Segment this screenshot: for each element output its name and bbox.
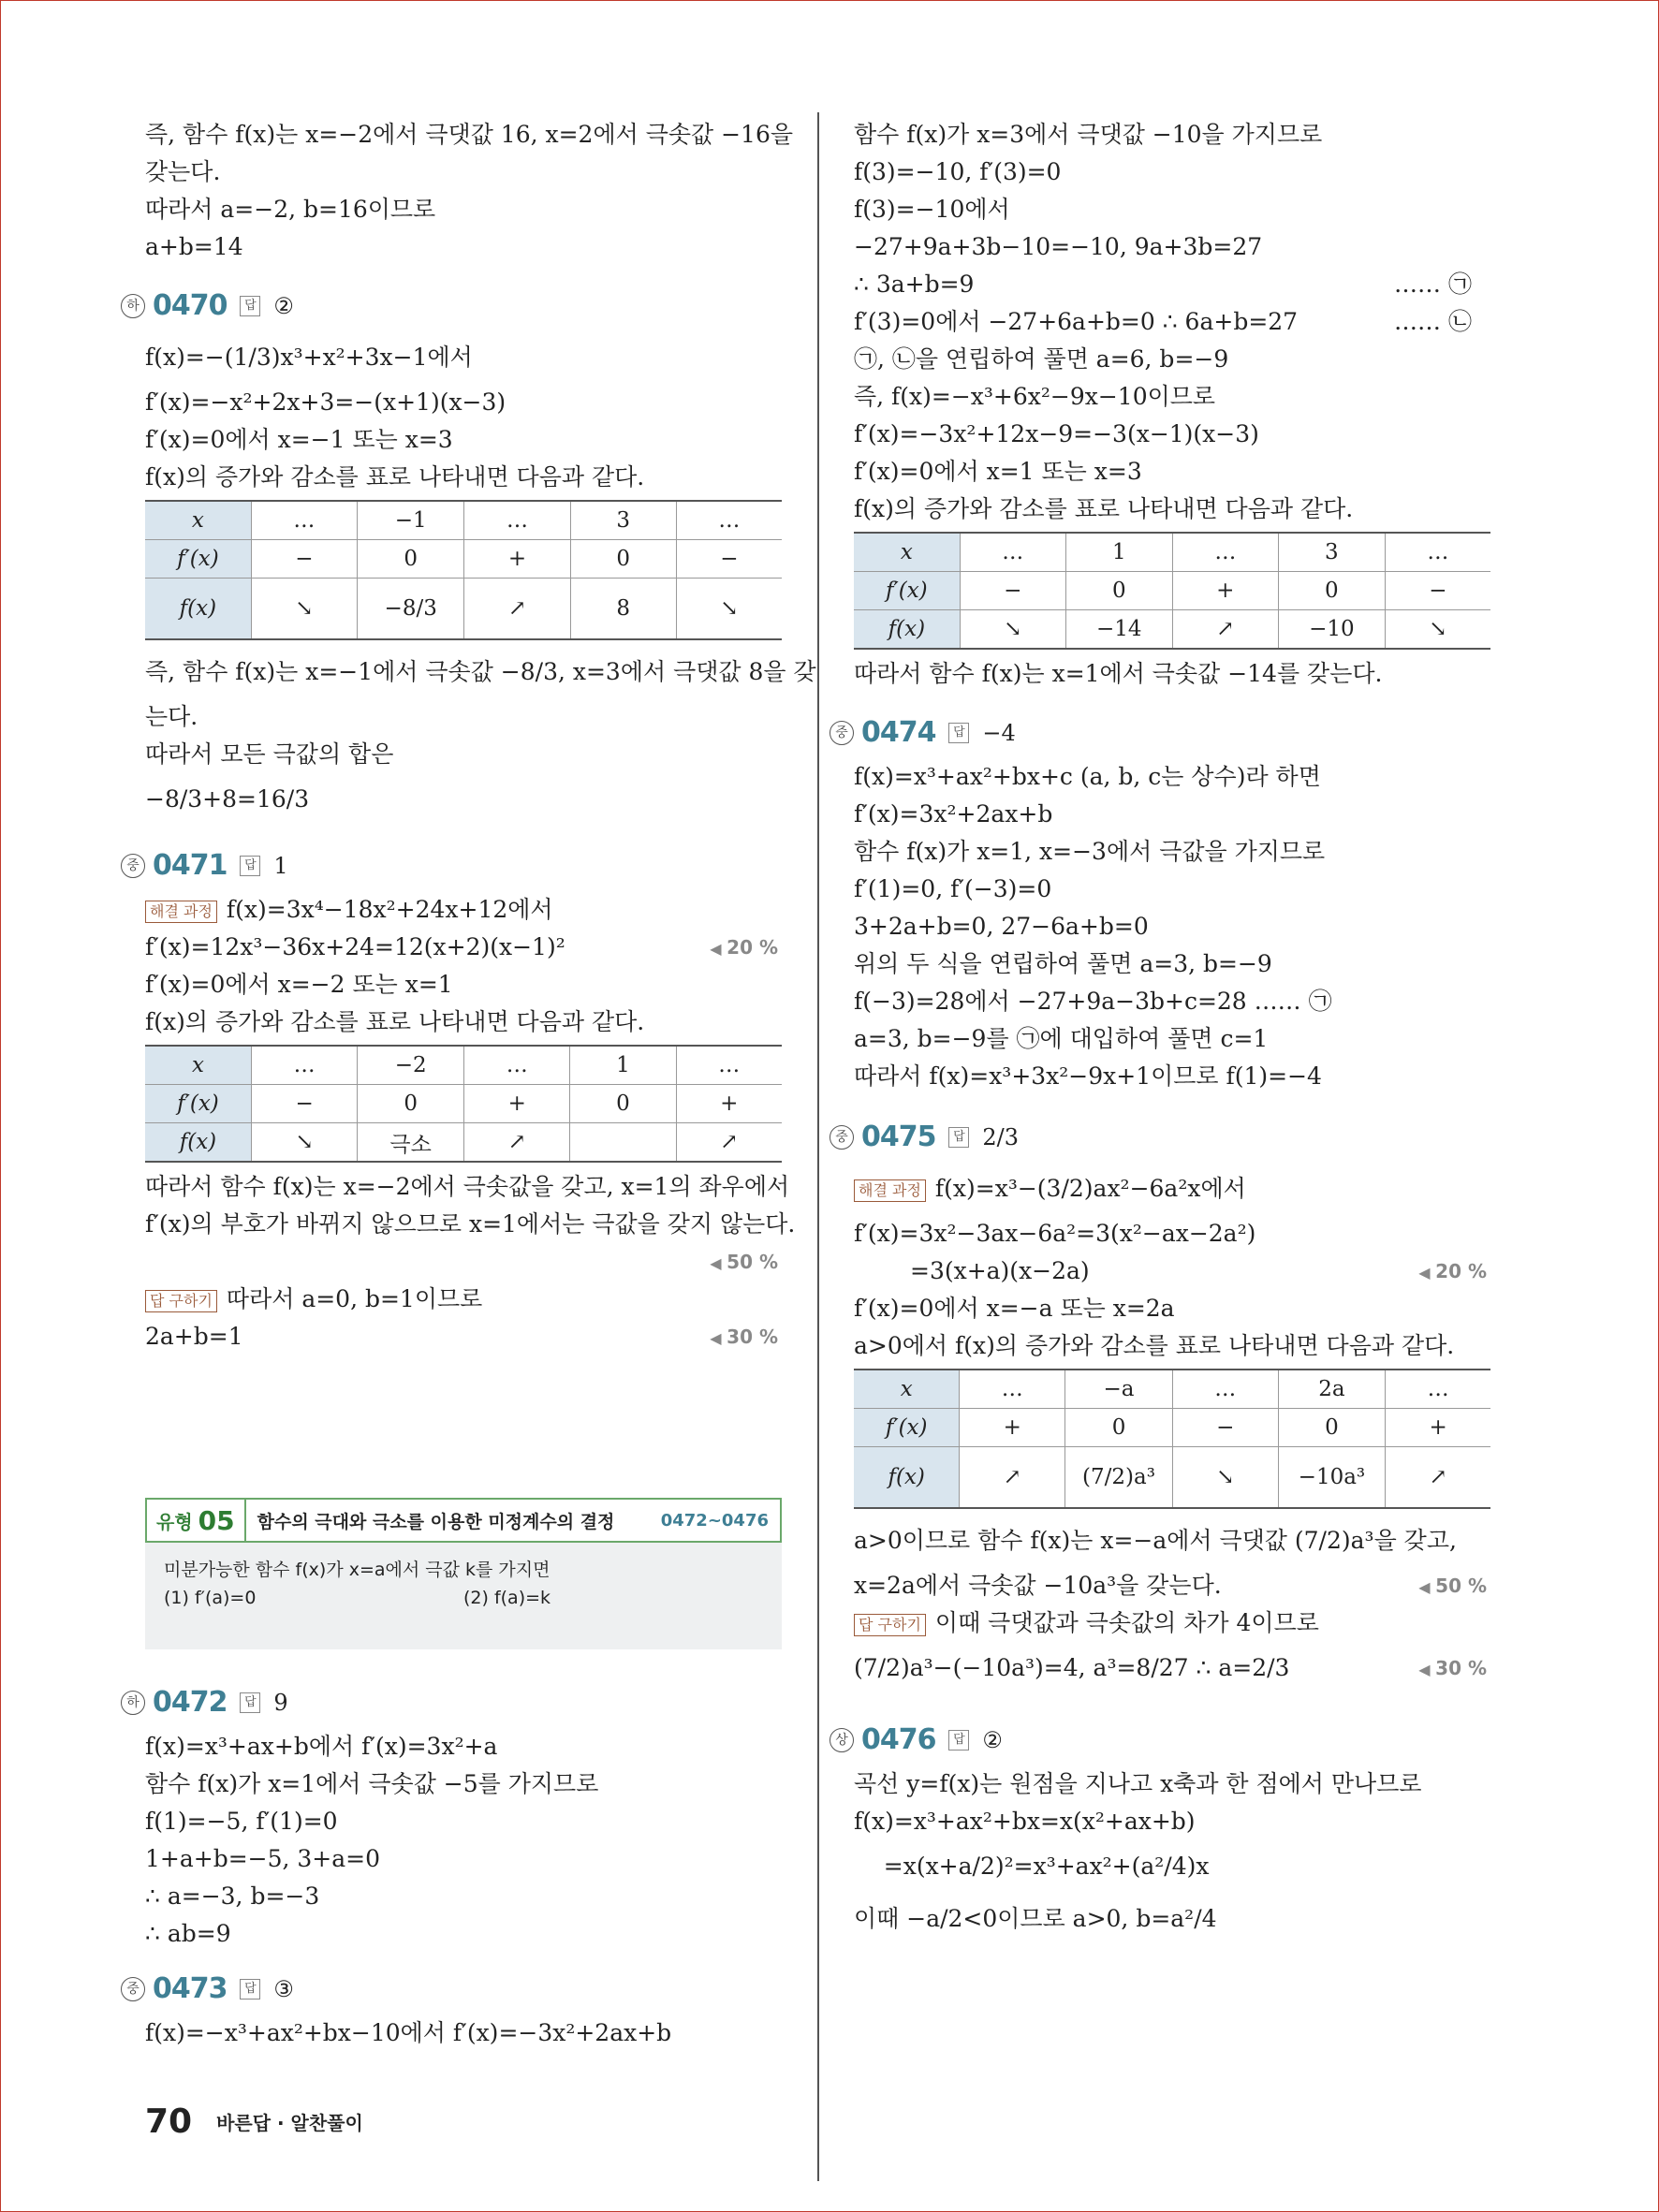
- text-line: f(x)=x³+ax+b에서 f′(x)=3x²+a: [145, 1733, 498, 1760]
- table-cell: f(x): [854, 1447, 960, 1509]
- text-span: 따라서 a=0, b=1이므로: [226, 1285, 483, 1312]
- step-tag: 해결 과정: [854, 1179, 926, 1202]
- answer-badge: 답: [240, 856, 260, 876]
- text-span: (7/2)a³−(−10a³)=4, a³=8/27 ∴ a=2/3: [854, 1654, 1290, 1681]
- text-line: f(−3)=28에서 −27+9a−3b+c=28 …… ㉠: [854, 988, 1332, 1015]
- text-line: 3+2a+b=0, 27−6a+b=0: [854, 913, 1149, 940]
- table-cell: 0: [1278, 1409, 1386, 1447]
- equation-mark: …… ㉡: [1394, 308, 1472, 335]
- answer-value: −4: [982, 720, 1016, 746]
- table-cell: ↗: [676, 1123, 782, 1163]
- table-cell: 2a: [1278, 1370, 1386, 1409]
- table-cell: −14: [1065, 610, 1172, 650]
- text-line: 즉, 함수 f(x)는 x=−2에서 극댓값 16, x=2에서 극솟값 −16을: [145, 121, 793, 148]
- text-span: =3(x+a)(x−2a): [910, 1257, 1090, 1284]
- answer-value: 2/3: [982, 1124, 1019, 1150]
- table-cell: 8: [570, 579, 676, 640]
- score-percent: ◀ 20 %: [1418, 1252, 1487, 1292]
- text-line: f′(x)=−3x²+12x−9=−3(x−1)(x−3): [854, 420, 1259, 447]
- text-line: f(x)=x³+ax²+bx=x(x²+ax+b): [854, 1808, 1196, 1835]
- answer-badge: 답: [948, 1730, 969, 1751]
- problem-number: 0473: [152, 1972, 228, 2005]
- type-body-line: 미분가능한 함수 f(x)가 x=a에서 극값 k를 가지면: [164, 1560, 551, 1580]
- text-line: [145, 1318, 782, 1355]
- table-cell: −: [1172, 1409, 1278, 1447]
- table-cell: ↗: [1386, 1447, 1490, 1509]
- table-cell: +: [676, 1085, 782, 1123]
- text-span: f′(x)=12x³−36x+24=12(x+2)(x−1)²: [145, 933, 565, 960]
- text-line: [854, 1567, 1490, 1604]
- table-cell: ↘: [960, 610, 1065, 650]
- text-line: a+b=14: [145, 233, 243, 260]
- level-badge: 상: [830, 1728, 854, 1752]
- text-line: [854, 1604, 1490, 1642]
- table-cell: ↘: [1385, 610, 1490, 650]
- text-line: 즉, f(x)=−x³+6x²−9x−10이므로: [854, 383, 1216, 410]
- table-cell: f′(x): [854, 572, 960, 610]
- text-line: 1+a+b=−5, 3+a=0: [145, 1845, 381, 1872]
- variation-table: [854, 1369, 1490, 1509]
- table-cell: ↘: [251, 1123, 357, 1163]
- text-line: f(3)=−10에서: [854, 196, 1010, 223]
- table-cell: f′(x): [145, 540, 251, 579]
- table-cell: …: [960, 1370, 1065, 1409]
- level-badge: 하: [121, 294, 145, 318]
- table-cell: −1: [358, 501, 464, 540]
- text-line: f(x)=x³+ax²+bx+c (a, b, c는 상수)라 하면: [854, 763, 1321, 790]
- table-cell: −10: [1278, 610, 1385, 650]
- table-cell: …: [676, 1046, 782, 1085]
- table-cell: ↗: [464, 579, 570, 640]
- footer-title: 바른답 · 알찬풀이: [216, 2112, 363, 2134]
- step-tag: 답 구하기: [145, 1290, 217, 1312]
- table-cell: −: [676, 540, 782, 579]
- text-line: 곡선 y=f(x)는 원점을 지나고 x축과 한 점에서 만나므로: [854, 1770, 1422, 1797]
- answer-value: ②: [273, 293, 294, 319]
- table-cell: ↗: [464, 1123, 570, 1163]
- text-line: f(3)=−10, f′(3)=0: [854, 158, 1062, 185]
- text-line: [145, 1243, 782, 1281]
- text-line: f′(x)=3x²+2ax+b: [854, 800, 1053, 828]
- table-cell: −: [251, 540, 357, 579]
- text-span: f(x)=x³−(3/2)ax²−6a²x에서: [934, 1175, 1246, 1202]
- text-line: 갖는다.: [145, 158, 221, 185]
- problem-header-0471: [121, 839, 782, 891]
- variation-table: [145, 500, 782, 640]
- level-badge: 중: [121, 854, 145, 878]
- table-cell: x: [854, 533, 960, 572]
- score-percent: ◀ 20 %: [710, 929, 778, 968]
- page-number: 70: [145, 2102, 193, 2141]
- type-number: 05: [198, 1504, 235, 1536]
- text-line: 위의 두 식을 연립하여 풀면 a=3, b=−9: [854, 950, 1272, 977]
- table-cell: 3: [1278, 533, 1385, 572]
- score-percent: ◀ 50 %: [1418, 1567, 1487, 1606]
- table-cell: f(x): [854, 610, 960, 650]
- level-badge: 중: [830, 1125, 854, 1150]
- table-cell: ↗: [1172, 610, 1278, 650]
- table-cell: [570, 1123, 676, 1163]
- table-cell: …: [464, 501, 570, 540]
- text-span: f(x)=3x⁴−18x²+24x+12에서: [226, 896, 553, 923]
- left-column: [126, 116, 816, 1355]
- table-cell: +: [1172, 572, 1278, 610]
- level-badge: 중: [121, 1977, 145, 2001]
- score-percent: ◀ 50 %: [710, 1243, 778, 1282]
- text-line: f(1)=−5, f′(1)=0: [145, 1808, 338, 1835]
- text-span: 이때 극댓값과 극솟값의 차가 4이므로: [934, 1609, 1319, 1636]
- text-line: f(x)의 증가와 감소를 표로 나타내면 다음과 같다.: [145, 463, 645, 491]
- table-cell: +: [464, 1085, 570, 1123]
- problem-number: 0471: [152, 849, 228, 882]
- answer-badge: 답: [948, 723, 969, 743]
- answer-badge: 답: [240, 1979, 260, 2000]
- text-line: 따라서 모든 극값의 합은: [145, 740, 394, 768]
- text-line: [854, 266, 1490, 303]
- table-cell: ↘: [251, 579, 357, 640]
- answer-value: ③: [273, 1976, 294, 2002]
- table-cell: −2: [358, 1046, 464, 1085]
- type-header: [145, 1498, 782, 1543]
- table-cell: …: [1385, 533, 1490, 572]
- text-line: f(x)=−x³+ax²+bx−10에서 f′(x)=−3x²+2ax+b: [145, 2019, 672, 2046]
- text-span: ∴ 3a+b=9: [854, 271, 975, 298]
- problem-header-0475: [830, 1110, 1490, 1163]
- text-line: 이때 −a/2<0이므로 a>0, b=a²/4: [854, 1905, 1217, 1932]
- table-cell: −10a³: [1278, 1447, 1386, 1509]
- table-cell: f(x): [145, 1123, 251, 1163]
- text-line: −27+9a+3b−10=−10, 9a+3b=27: [854, 233, 1263, 260]
- text-line: 함수 f(x)가 x=3에서 극댓값 −10을 가지므로: [854, 121, 1323, 148]
- text-line: [145, 891, 782, 929]
- level-badge: 하: [121, 1691, 145, 1715]
- table-cell: ↗: [960, 1447, 1065, 1509]
- type-item: (1) f′(a)=0: [164, 1588, 257, 1608]
- type-items: [164, 1584, 763, 1612]
- problem-number: 0472: [152, 1686, 228, 1719]
- table-cell: x: [145, 1046, 251, 1085]
- problem-number: 0475: [860, 1121, 936, 1153]
- table-cell: 0: [358, 1085, 464, 1123]
- text-line: a=3, b=−9를 ㉠에 대입하여 풀면 c=1: [854, 1025, 1269, 1052]
- type-label: [147, 1500, 246, 1541]
- score-percent: ◀ 30 %: [710, 1318, 778, 1357]
- table-cell: …: [251, 1046, 357, 1085]
- table-cell: 극소: [358, 1123, 464, 1163]
- text-line: a>0이므로 함수 f(x)는 x=−a에서 극댓값 (7/2)a³을 갖고,: [854, 1527, 1457, 1554]
- text-line: ∴ a=−3, b=−3: [145, 1882, 320, 1910]
- level-badge: 중: [830, 721, 854, 745]
- text-line: f(x)의 증가와 감소를 표로 나타내면 다음과 같다.: [145, 1008, 645, 1035]
- problem-number: 0470: [152, 289, 228, 322]
- text-line: 따라서 함수 f(x)는 x=1에서 극솟값 −14를 갖는다.: [854, 660, 1383, 687]
- text-line: 함수 f(x)가 x=1, x=−3에서 극값을 가지므로: [854, 838, 1326, 865]
- problem-number: 0474: [860, 716, 936, 749]
- text-line: [854, 303, 1490, 341]
- table-cell: …: [1172, 533, 1278, 572]
- table-cell: −: [960, 572, 1065, 610]
- answer-value: 1: [273, 853, 288, 879]
- text-line: f(x)=−(1/3)x³+x²+3x−1에서: [145, 344, 473, 371]
- step-tag: 답 구하기: [854, 1614, 926, 1636]
- table-cell: …: [676, 501, 782, 540]
- table-cell: +: [464, 540, 570, 579]
- right-column: [835, 116, 1490, 1945]
- table-cell: x: [854, 1370, 960, 1409]
- text-span: x=2a에서 극솟값 −10a³을 갖는다.: [854, 1572, 1222, 1599]
- problem-header-0472: [121, 1676, 782, 1728]
- text-line: [145, 929, 782, 966]
- text-line: f′(x)=3x²−3ax−6a²=3(x²−ax−2a²): [854, 1220, 1256, 1247]
- text-line: f(x)의 증가와 감소를 표로 나타내면 다음과 같다.: [854, 495, 1354, 522]
- table-cell: ↘: [1172, 1447, 1278, 1509]
- text-line: [854, 1163, 1490, 1215]
- text-line: [854, 1252, 1490, 1290]
- text-line: [854, 1642, 1490, 1694]
- text-line: f′(x)=0에서 x=−1 또는 x=3: [145, 426, 453, 453]
- type-item: (2) f(a)=k: [463, 1588, 551, 1608]
- table-cell: f′(x): [854, 1409, 960, 1447]
- variation-table: [854, 532, 1490, 650]
- answer-badge: 답: [240, 1692, 260, 1713]
- table-cell: +: [1386, 1409, 1490, 1447]
- table-cell: …: [1386, 1370, 1490, 1409]
- text-line: [145, 1281, 782, 1318]
- text-line: 따라서 a=−2, b=16이므로: [145, 196, 436, 223]
- answer-badge: 답: [948, 1127, 969, 1148]
- equation-mark: …… ㉠: [1394, 271, 1472, 298]
- problem-header-0473: [121, 1962, 782, 2014]
- text-line: f′(x)의 부호가 바뀌지 않으므로 x=1에서는 극값을 갖지 않는다.: [145, 1210, 796, 1238]
- type-body: [145, 1543, 782, 1625]
- table-cell: ↘: [676, 579, 782, 640]
- table-cell: −a: [1065, 1370, 1173, 1409]
- answer-badge: 답: [240, 296, 260, 316]
- type-title: 함수의 극대와 극소를 이용한 미정계수의 결정: [257, 1511, 615, 1532]
- table-cell: 1: [570, 1046, 676, 1085]
- type-range: 0472~0476: [660, 1510, 769, 1531]
- problem-header-0474: [830, 706, 1490, 758]
- page-footer: [145, 2102, 363, 2141]
- table-cell: …: [251, 501, 357, 540]
- text-line: f′(1)=0, f′(−3)=0: [854, 875, 1052, 902]
- text-span: 2a+b=1: [145, 1323, 243, 1350]
- problem-header-0476: [830, 1713, 1490, 1765]
- table-cell: 0: [570, 1085, 676, 1123]
- text-line: =x(x+a/2)²=x³+ax²+(a²/4)x: [854, 1853, 1210, 1880]
- type-word: 유형: [156, 1510, 193, 1533]
- table-cell: 3: [570, 501, 676, 540]
- table-cell: 0: [1065, 1409, 1173, 1447]
- text-line: ㉠, ㉡을 연립하여 풀면 a=6, b=−9: [854, 345, 1229, 373]
- table-cell: 0: [1065, 572, 1172, 610]
- text-line: f′(x)=0에서 x=−2 또는 x=1: [145, 971, 453, 998]
- table-cell: f′(x): [145, 1085, 251, 1123]
- text-line: f′(x)=0에서 x=−a 또는 x=2a: [854, 1295, 1175, 1322]
- score-percent: ◀ 30 %: [1418, 1642, 1487, 1696]
- text-line: f′(x)=−x²+2x+3=−(x+1)(x−3): [145, 388, 507, 416]
- text-line: −8/3+8=16/3: [145, 785, 310, 813]
- variation-table: [145, 1045, 782, 1163]
- table-cell: …: [464, 1046, 570, 1085]
- table-cell: 1: [1065, 533, 1172, 572]
- text-span: f′(3)=0에서 −27+6a+b=0 ∴ 6a+b=27: [854, 308, 1299, 335]
- table-cell: −: [1385, 572, 1490, 610]
- table-cell: f(x): [145, 579, 251, 640]
- text-line: 따라서 f(x)=x³+3x²−9x+1이므로 f(1)=−4: [854, 1062, 1322, 1090]
- table-cell: 0: [1278, 572, 1385, 610]
- type-box: [145, 1498, 782, 1649]
- text-line: a>0에서 f(x)의 증가와 감소를 표로 나타내면 다음과 같다.: [854, 1332, 1455, 1359]
- left-column-lower: [126, 1676, 782, 2052]
- table-cell: 0: [570, 540, 676, 579]
- table-cell: −8/3: [358, 579, 464, 640]
- table-cell: …: [960, 533, 1065, 572]
- column-divider: [817, 112, 819, 2181]
- answer-value: 9: [273, 1690, 288, 1716]
- table-cell: x: [145, 501, 251, 540]
- table-cell: 0: [358, 540, 464, 579]
- text-line: 는다.: [145, 703, 198, 730]
- text-line: 함수 f(x)가 x=1에서 극솟값 −5를 가지므로: [145, 1770, 599, 1797]
- text-line: ∴ ab=9: [145, 1920, 231, 1947]
- text-line: f′(x)=0에서 x=1 또는 x=3: [854, 458, 1142, 485]
- text-line: 따라서 함수 f(x)는 x=−2에서 극솟값을 갖고, x=1의 좌우에서: [145, 1173, 790, 1200]
- step-tag: 해결 과정: [145, 901, 217, 923]
- problem-header-0470: [121, 279, 782, 331]
- table-cell: +: [960, 1409, 1065, 1447]
- table-cell: …: [1172, 1370, 1278, 1409]
- answer-value: ②: [982, 1727, 1003, 1753]
- table-cell: (7/2)a³: [1065, 1447, 1173, 1509]
- text-line: 즉, 함수 f(x)는 x=−1에서 극솟값 −8/3, x=3에서 극댓값 8을 갖: [145, 658, 816, 685]
- table-cell: −: [251, 1085, 357, 1123]
- problem-number: 0476: [860, 1723, 936, 1756]
